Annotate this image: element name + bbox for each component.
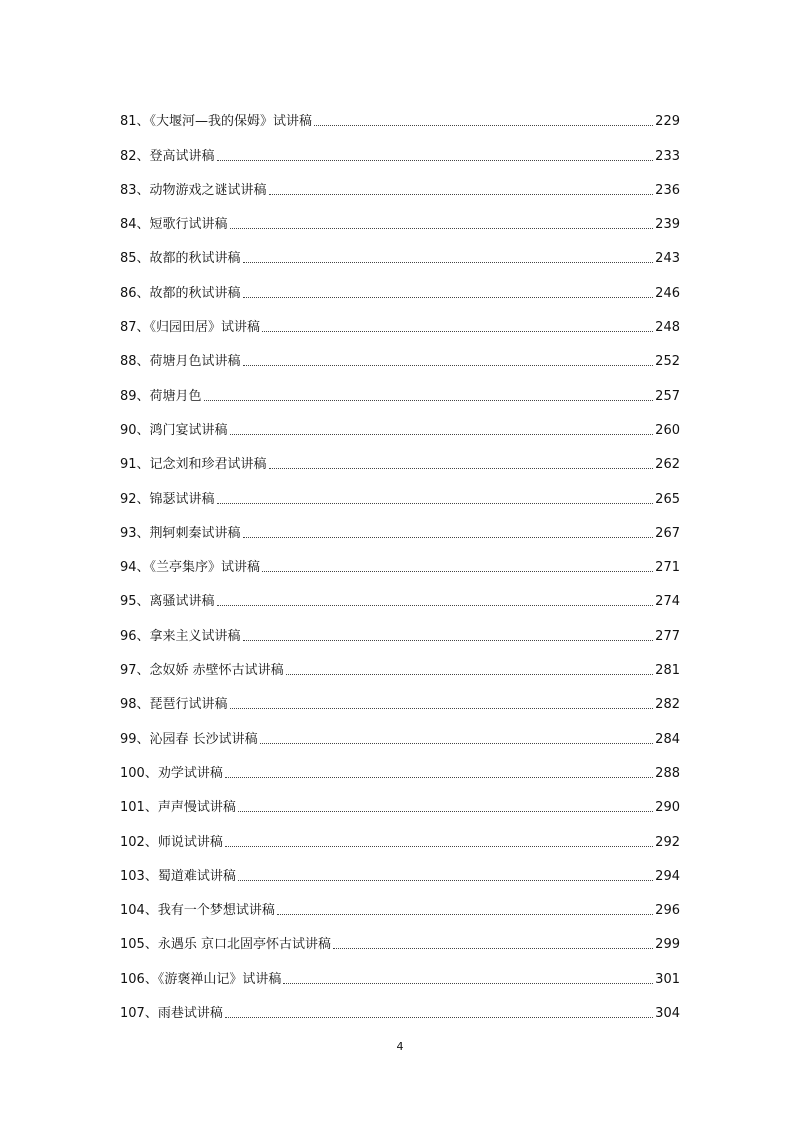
toc-entry-page: 294 — [655, 868, 680, 884]
toc-entry-page: 265 — [655, 491, 680, 507]
toc-entry-page: 304 — [655, 1006, 680, 1022]
toc-entry-page: 271 — [655, 560, 680, 576]
toc-entry-page: 260 — [655, 422, 680, 438]
toc-entry-title: 84、短歌行试讲稿 — [120, 217, 228, 233]
toc-entry[interactable] — [120, 576, 680, 610]
dot-leader — [262, 571, 653, 572]
toc-entry-page: 239 — [655, 217, 680, 233]
toc-entry[interactable] — [120, 405, 680, 439]
toc-entry-page: 284 — [655, 731, 680, 747]
dot-leader — [260, 743, 653, 744]
toc-entry[interactable] — [120, 610, 680, 644]
dot-leader — [225, 777, 653, 778]
toc-entry-page: 246 — [655, 285, 680, 301]
toc-entry-page: 262 — [655, 457, 680, 473]
toc-entry-title: 104、我有一个梦想试讲稿 — [120, 903, 275, 919]
dot-leader — [204, 400, 654, 401]
toc-entry-page: 233 — [655, 148, 680, 164]
toc-entry[interactable] — [120, 748, 680, 782]
dot-leader — [225, 1017, 653, 1018]
dot-leader — [243, 297, 654, 298]
toc-entry-title: 95、离骚试讲稿 — [120, 594, 215, 610]
toc-entry-title: 85、故都的秋试讲稿 — [120, 251, 241, 267]
dot-leader — [225, 846, 653, 847]
toc-entry-title: 96、拿来主义试讲稿 — [120, 628, 241, 644]
toc-entry-page: 248 — [655, 320, 680, 336]
toc-entry-page: 282 — [655, 697, 680, 713]
toc-entry-page: 236 — [655, 182, 680, 198]
toc-entry-title: 89、荷塘月色 — [120, 388, 202, 404]
toc-entry-title: 82、登高试讲稿 — [120, 148, 215, 164]
toc-entry[interactable] — [120, 542, 680, 576]
toc-entry[interactable] — [120, 473, 680, 507]
toc-entry-title: 100、劝学试讲稿 — [120, 765, 223, 781]
toc-entry-title: 97、念奴娇 赤壁怀古试讲稿 — [120, 663, 284, 679]
toc-entry-page: 252 — [655, 354, 680, 370]
toc-entry-page: 277 — [655, 628, 680, 644]
dot-leader — [217, 503, 654, 504]
toc-entry[interactable] — [120, 953, 680, 987]
dot-leader — [283, 983, 653, 984]
toc-entry-page: 281 — [655, 663, 680, 679]
toc-entry-title: 86、故都的秋试讲稿 — [120, 285, 241, 301]
toc-entry-title: 103、蜀道难试讲稿 — [120, 868, 236, 884]
toc-entry-title: 105、永遇乐 京口北固亭怀古试讲稿 — [120, 937, 331, 953]
dot-leader — [243, 640, 654, 641]
toc-entry[interactable] — [120, 370, 680, 404]
toc-entry-title: 99、沁园春 长沙试讲稿 — [120, 731, 258, 747]
toc-entry[interactable] — [120, 816, 680, 850]
toc-entry-title: 94、《兰亭集序》试讲稿 — [120, 560, 261, 576]
toc-entry[interactable] — [120, 336, 680, 370]
toc-entry-title: 101、声声慢试讲稿 — [120, 800, 236, 816]
toc-entry[interactable] — [120, 439, 680, 473]
toc-entry[interactable] — [120, 885, 680, 919]
table-of-contents — [120, 96, 680, 1022]
toc-entry[interactable] — [120, 851, 680, 885]
dot-leader — [333, 948, 653, 949]
dot-leader — [230, 228, 654, 229]
toc-entry-page: 243 — [655, 251, 680, 267]
toc-entry-title: 102、师说试讲稿 — [120, 834, 223, 850]
toc-entry[interactable] — [120, 165, 680, 199]
toc-entry[interactable] — [120, 508, 680, 542]
dot-leader — [230, 434, 654, 435]
dot-leader — [217, 160, 654, 161]
toc-entry-page: 288 — [655, 765, 680, 781]
dot-leader — [269, 194, 654, 195]
toc-entry[interactable] — [120, 302, 680, 336]
toc-entry-page: 296 — [655, 903, 680, 919]
dot-leader — [230, 708, 654, 709]
dot-leader — [243, 365, 654, 366]
toc-entry-page: 301 — [655, 971, 680, 987]
toc-entry-page: 299 — [655, 937, 680, 953]
toc-entry-title: 83、动物游戏之谜试讲稿 — [120, 182, 267, 198]
toc-entry[interactable] — [120, 919, 680, 953]
toc-entry-title: 81、《大堰河—我的保姆》试讲稿 — [120, 114, 313, 130]
toc-entry-page: 274 — [655, 594, 680, 610]
toc-entry-page: 229 — [655, 114, 680, 130]
toc-entry[interactable] — [120, 782, 680, 816]
dot-leader — [217, 605, 654, 606]
toc-entry-title: 92、锦瑟试讲稿 — [120, 491, 215, 507]
toc-entry[interactable] — [120, 96, 680, 130]
toc-entry[interactable] — [120, 233, 680, 267]
toc-entry[interactable] — [120, 679, 680, 713]
toc-entry[interactable] — [120, 988, 680, 1022]
toc-entry[interactable] — [120, 267, 680, 301]
toc-entry-title: 106、《游褒禅山记》试讲稿 — [120, 971, 282, 987]
toc-entry-title: 93、荆轲刺秦试讲稿 — [120, 525, 241, 541]
toc-entry[interactable] — [120, 199, 680, 233]
toc-entry-title: 91、记念刘和珍君试讲稿 — [120, 457, 267, 473]
toc-entry[interactable] — [120, 130, 680, 164]
toc-entry[interactable] — [120, 713, 680, 747]
toc-entry-page: 292 — [655, 834, 680, 850]
toc-entry-title: 90、鸿门宴试讲稿 — [120, 422, 228, 438]
dot-leader — [243, 537, 654, 538]
dot-leader — [262, 331, 653, 332]
toc-entry[interactable] — [120, 645, 680, 679]
dot-leader — [286, 674, 653, 675]
dot-leader — [238, 811, 653, 812]
toc-entry-page: 257 — [655, 388, 680, 404]
dot-leader — [314, 125, 653, 126]
dot-leader — [269, 468, 654, 469]
toc-entry-page: 290 — [655, 800, 680, 816]
dot-leader — [243, 262, 654, 263]
toc-entry-page: 267 — [655, 525, 680, 541]
dot-leader — [277, 914, 653, 915]
toc-entry-title: 88、荷塘月色试讲稿 — [120, 354, 241, 370]
dot-leader — [238, 880, 653, 881]
toc-entry-title: 87、《归园田居》试讲稿 — [120, 320, 261, 336]
toc-entry-title: 107、雨巷试讲稿 — [120, 1006, 223, 1022]
page-number: 4 — [396, 1040, 404, 1053]
toc-entry-title: 98、琵琶行试讲稿 — [120, 697, 228, 713]
